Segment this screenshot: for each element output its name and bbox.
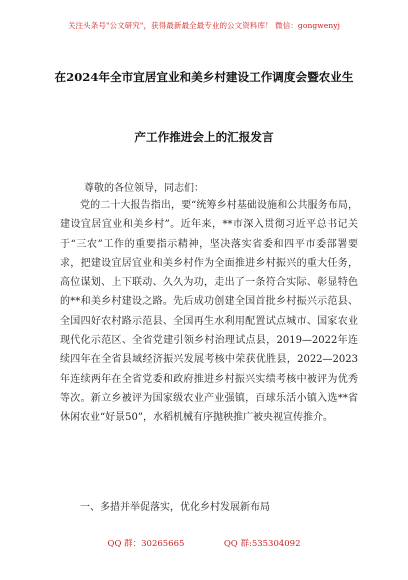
document-title-line2: 产工作推进会上的汇报发言 <box>134 130 274 144</box>
body-paragraph: 党的二十大报告指出，要“统筹乡村基础设施和公共服务布局，建设宜居宜业和美乡村”。近年来，**市深入贯彻习近平总书记关于“三农”工作的重要指示精神，坚决落实省委和四平市委部署要求，把建设宜居宜业和美乡村作为全面推进乡村振兴的重大任务，高位谋划、上下联动、久久为功，走出了一条符合实际、彰显特色的**和美乡村建设之路。先后成功创建全国首批乡村振兴示范县、全国四好农村路示范县、全国再生水利用配置试点城市、国家农业现代化示范区、全省党建引领乡村治理试点县，2019—2022年连续四年在全省县域经济振兴发展考核中荣获优胜县，2022—2023年连续两年在全省党委和政府推进乡村振兴实绩考核中被评为优秀等次。新立乡被评为国家级农业产业强镇，百球乐活小镇入选**省休闲农业“好景50”，水稻机械有序抛秧推广被央视宣传推介。 <box>60 200 358 424</box>
qq-group-1: QQ 群：30265665 <box>107 539 185 549</box>
section-heading-1: 一、多措并举促落实，优化乡村发展新布局 <box>80 502 270 513</box>
promo-header: 关注头条号"公文研究"，获得最新最全最专业的公文资料库！ 微信：gongwenyj <box>67 21 341 30</box>
salutation: 尊敬的各位领导，同志们： <box>84 183 204 194</box>
footer-qq-groups <box>0 537 408 549</box>
document-title-line1: 在2024年全市宜居宜业和美乡村建设工作调度会暨农业生 <box>54 70 354 84</box>
qq-group-2: QQ 群:535304092 <box>223 539 301 549</box>
